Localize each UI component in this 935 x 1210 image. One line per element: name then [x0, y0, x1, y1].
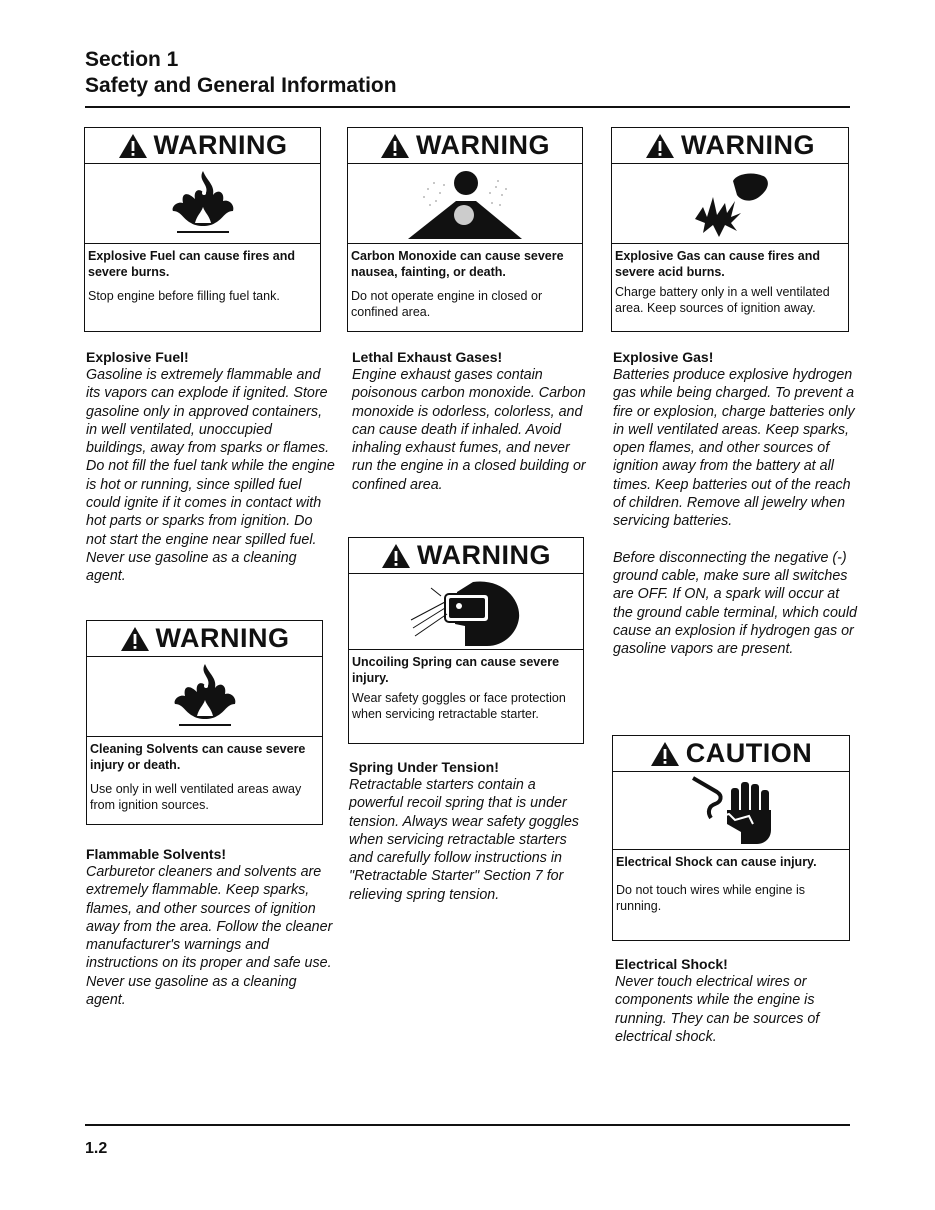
lethal-exhaust-section: [352, 348, 588, 494]
warning-triangle-icon: [120, 626, 150, 652]
section-number: Section 1: [85, 48, 179, 71]
instruction-text: Do not operate engine in closed or confined area.: [351, 289, 543, 319]
warning-triangle-icon: [118, 133, 148, 159]
warning-box-uncoiling-spring: [348, 537, 584, 744]
warning-triangle-icon: [645, 133, 675, 159]
section-header: [85, 47, 397, 99]
warning-header: [85, 128, 320, 164]
fire-icon: [87, 657, 322, 737]
warning-box-explosive-gas: [611, 127, 849, 332]
page-title: Safety and General Information: [85, 74, 397, 97]
explosive-gas-section: [613, 348, 857, 658]
warning-header: [612, 128, 848, 164]
instruction-text: Do not touch wires while engine is running.: [616, 883, 805, 913]
explosive-fuel-body: Gasoline is extremely flammable and its vapors can explode if ignited. Store gasoline only in approved containers, in well ventilated, unoccupied buildings, away from sparks or flames. Do not fill the fuel tank while the engine is hot or running, since spilled fuel could ignite if it comes in contact with hot parts or sparks from ignition. Do not start the engine near spilled fuel. Never use gasoline as a cleaning agent.: [86, 367, 335, 585]
hazard-text: Uncoiling Spring can cause severe injury.: [352, 655, 560, 685]
instruction-text: Wear safety goggles or face protection when servicing retractable starter.: [352, 691, 566, 721]
electric-shock-hand-icon: [613, 772, 849, 850]
hazard-text: Cleaning Solvents can cause severe injury or death.: [90, 742, 306, 772]
instruction-text: Use only in well ventilated areas away from ignition sources.: [90, 782, 302, 812]
ground-cable-note: Before disconnecting the negative (-) ground cable, make sure all switches are OFF. If ON, a spark will occur at the ground cable terminal, which could cause an explosion if hydrogen gas or gasoline vapors are present.: [613, 549, 857, 658]
warning-label: WARNING: [155, 623, 290, 653]
hazard-text: Explosive Gas can cause fires and severe acid burns.: [615, 249, 820, 279]
flammable-solvents-title: Flammable Solvents!: [86, 846, 227, 862]
electrical-shock-section: [615, 955, 855, 1046]
spring-tension-title: Spring Under Tension!: [349, 759, 499, 775]
battery-explosion-icon: [612, 164, 848, 244]
safety-goggles-icon: [349, 574, 583, 650]
flammable-solvents-body: Carburetor cleaners and solvents are extremely flammable. Keep sparks, flames, and other sources of ignition away from the area. Follow the cleaner manufacturer's warnings and instructions on its proper and safe use. Never use gasoline as a cleaning agent.: [86, 864, 333, 1009]
carbon-monoxide-icon: [348, 164, 582, 244]
lethal-exhaust-body: Engine exhaust gases contain poisonous carbon monoxide. Carbon monoxide is odorless, colorless, and can cause death if inhaled. Avoid inhaling exhaust fumes, and never run the engine in a closed building or confined area.: [352, 367, 586, 493]
warning-label: WARNING: [681, 130, 815, 160]
warning-triangle-icon: [650, 741, 680, 767]
flammable-solvents-section: [86, 845, 336, 1009]
warning-box-cleaning-solvents: [86, 620, 323, 825]
instruction-text: Charge battery only in a well ventilated area. Keep sources of ignition away.: [615, 285, 830, 315]
fire-icon: [85, 164, 320, 244]
caution-label: CAUTION: [685, 738, 813, 768]
warning-header: [348, 128, 582, 164]
explosive-gas-body: Batteries produce explosive hydrogen gas while being charged. To prevent a fire or explosion, charge batteries only in well ventilated areas. Keep sparks, open flames, and other sources of ignition away from the battery at all times. Keep batteries out of the reach of children. Remove all jewelry when servicing batteries.: [613, 367, 855, 530]
caution-header: [613, 736, 849, 772]
explosive-fuel-title: Explosive Fuel!: [86, 349, 189, 365]
caution-box-electrical-shock: [612, 735, 850, 941]
instruction-text: Stop engine before filling fuel tank.: [88, 289, 280, 303]
warning-label: WARNING: [153, 130, 288, 160]
warning-label: WARNING: [416, 130, 550, 160]
warning-triangle-icon: [381, 543, 411, 569]
explosive-gas-title: Explosive Gas!: [613, 349, 714, 365]
page-number: 1.2: [85, 1140, 108, 1157]
warning-box-carbon-monoxide: [347, 127, 583, 332]
warning-label: WARNING: [417, 540, 551, 570]
lethal-exhaust-title: Lethal Exhaust Gases!: [352, 349, 503, 365]
electrical-shock-title: Electrical Shock!: [615, 956, 728, 972]
hazard-text: Electrical Shock can cause injury.: [616, 855, 817, 869]
electrical-shock-body: Never touch electrical wires or components while the engine is running. They can be sources of electrical shock.: [615, 974, 820, 1045]
hazard-text: Explosive Fuel can cause fires and severe burns.: [88, 249, 296, 279]
header-divider: [85, 106, 850, 108]
spring-tension-section: [349, 758, 591, 904]
warning-triangle-icon: [380, 133, 410, 159]
warning-header: [87, 621, 322, 657]
warning-box-explosive-fuel: [84, 127, 321, 332]
explosive-fuel-section: [86, 348, 336, 586]
warning-header: [349, 538, 583, 574]
hazard-text: Carbon Monoxide can cause severe nausea, fainting, or death.: [351, 249, 564, 279]
footer-divider: [85, 1124, 850, 1126]
spring-tension-body: Retractable starters contain a powerful recoil spring that is under tension. Always wear safety goggles when servicing retractable starters and carefully follow instructions in "Retractable Starter" Section 7 for relieving spring tension.: [349, 777, 579, 903]
